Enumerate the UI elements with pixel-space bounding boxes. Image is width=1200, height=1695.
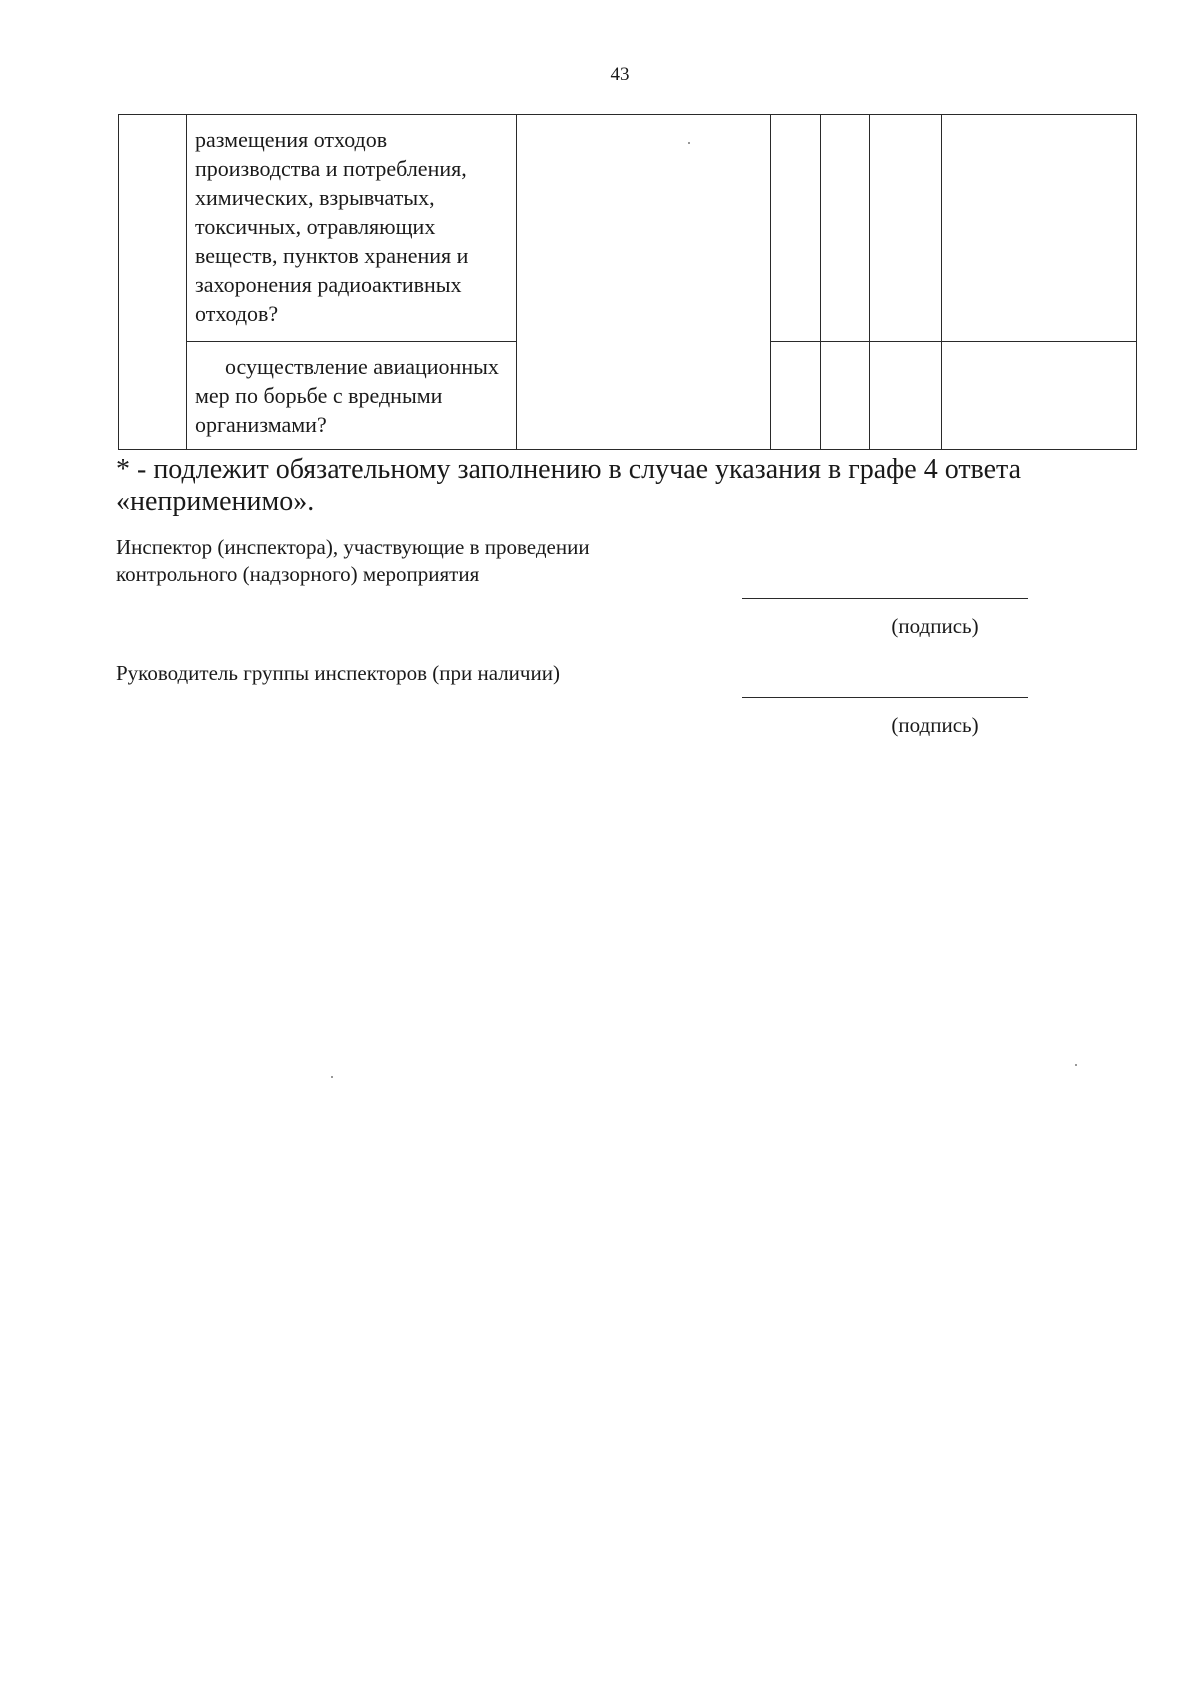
answer-yes-cell [771, 115, 821, 342]
answer-no-cell [821, 115, 870, 342]
answer-no-cell [821, 342, 870, 450]
answer-yes-cell [771, 342, 821, 450]
question-cell: осуществление авиационных мер по борьбе с вредными организмами? [187, 342, 517, 450]
table-row [119, 115, 1137, 342]
group-leader-signature-label: Руководитель группы инспекторов (при наличии) [116, 661, 560, 685]
group-leader-signature-line [742, 697, 1028, 698]
question-cell: размещения отходов производства и потребления, химических, взрывчатых, токсичных, отравляющих веществ, пунктов хранения и захоронения радиоактивных отходов? [187, 115, 517, 342]
group-leader-signature-caption: (подпись) [891, 713, 979, 737]
legal-reference-cell [517, 115, 771, 450]
scan-speck [331, 1076, 333, 1078]
inspector-signature-line [742, 598, 1028, 599]
scan-speck [688, 142, 690, 144]
answer-not-applicable-cell [870, 342, 942, 450]
answer-not-applicable-cell [870, 115, 942, 342]
inspector-signature-label: Инспектор (инспектора), участвующие в проведении контрольного (надзорного) мероприятия [116, 535, 590, 586]
row-number-cell [119, 115, 187, 450]
checklist-table [118, 114, 1137, 450]
scan-speck [1075, 1064, 1077, 1066]
footnote: * - подлежит обязательному заполнению в случае указания в графе 4 ответа «неприменимо». [116, 454, 1022, 517]
note-cell [942, 115, 1137, 342]
page-number: 43 [610, 64, 630, 85]
inspector-signature-caption: (подпись) [891, 614, 979, 638]
note-cell [942, 342, 1137, 450]
